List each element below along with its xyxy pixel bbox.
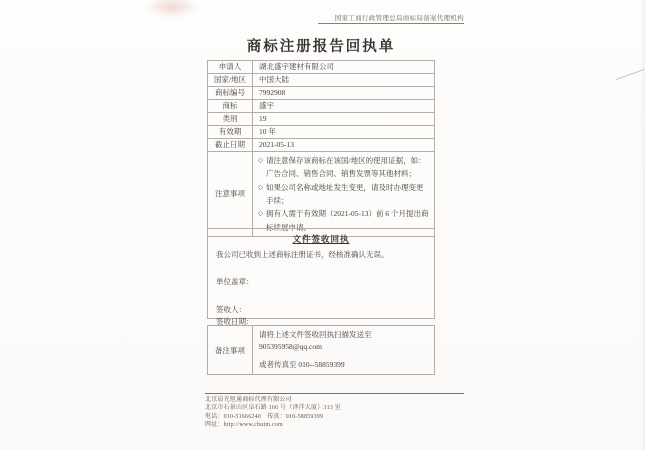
company-stamp-label: 单位盖章：	[216, 277, 254, 286]
table-row-expiry-date	[208, 139, 435, 152]
table-row-notes	[208, 152, 435, 237]
row-value: 湖北盛宇建材有限公司	[253, 61, 435, 74]
row-value: 10 年	[253, 126, 435, 139]
diamond-bullet-icon: ◇	[258, 209, 263, 218]
row-label: 商标	[208, 100, 253, 113]
row-value: 中国大陆	[253, 74, 435, 87]
row-label: 商标编号	[208, 87, 253, 100]
note-item	[258, 181, 429, 208]
table-row-remarks	[208, 326, 435, 375]
table-row-country	[208, 74, 435, 87]
scan-smudge-artifact	[146, 0, 198, 18]
document-receipt-box	[207, 228, 435, 326]
row-value: 2021-05-13	[253, 139, 435, 152]
table-row-validity	[208, 126, 435, 139]
row-value: 19	[253, 113, 435, 126]
trademark-info-table	[207, 60, 435, 237]
remarks-label: 备注事项	[208, 326, 253, 375]
remarks-content	[253, 326, 435, 375]
notes-label: 注意事项	[208, 152, 253, 237]
row-label: 截止日期	[208, 139, 253, 152]
agency-registration-note: 国家工商行政管理总局商标局备案代理机构	[318, 13, 464, 24]
remarks-line-fax: 或者传真至 010--58859399	[259, 360, 345, 369]
note-text: 拥有人需于有效期（2021-05-13）前 6 个月提出商标续展申请。	[266, 209, 429, 232]
diamond-bullet-icon: ◇	[258, 182, 263, 191]
row-label: 类别	[208, 113, 253, 126]
note-item	[258, 154, 429, 181]
sign-date-label: 签收日期：	[216, 317, 254, 326]
row-label: 申请人	[208, 61, 253, 74]
footer-website: 网址：http://www.chutm.com	[205, 421, 283, 428]
footer-address: 北京市石景山区阜石路 166 号（泽洋大厦）313 室	[205, 405, 341, 412]
table-row-trademark-number	[208, 87, 435, 100]
row-value: 7992908	[253, 87, 435, 100]
row-label: 有效期	[208, 126, 253, 139]
note-text: 请注意保存该商标在该国/地区的使用证据，如：广告合同、销售合同、销售发票等其他材料；	[266, 156, 426, 179]
table-row-class	[208, 113, 435, 126]
diamond-bullet-icon: ◇	[258, 156, 263, 164]
scan-edge-shading	[640, 0, 645, 450]
notes-content	[253, 152, 435, 237]
signer-label: 签收人：	[216, 305, 246, 314]
note-text: 如果公司名称或地址发生变更，请及时办理变更手续；	[266, 182, 424, 206]
remarks-line-email: 请将上述文件签收回执扫描发送至 905395958@qq.com	[259, 330, 372, 351]
row-label: 国家/地区	[208, 74, 253, 87]
footer-company-name: 北京晨光旭通商标代理有限公司	[205, 397, 292, 403]
row-value: 盛宇	[253, 100, 435, 113]
receipt-statement: 我公司已收到上述商标注册证书，经核准确认无误。	[216, 250, 389, 259]
agency-footer	[205, 393, 464, 429]
remarks-table	[207, 325, 435, 375]
table-row-applicant	[208, 61, 435, 74]
receipt-title: 文件签收回执	[292, 234, 350, 244]
footer-phone-fax: 电话：010-51666240 传真：010-58859399	[205, 413, 324, 420]
page-title: 商标注册报告回执单	[246, 39, 396, 55]
table-row-trademark	[208, 100, 435, 113]
